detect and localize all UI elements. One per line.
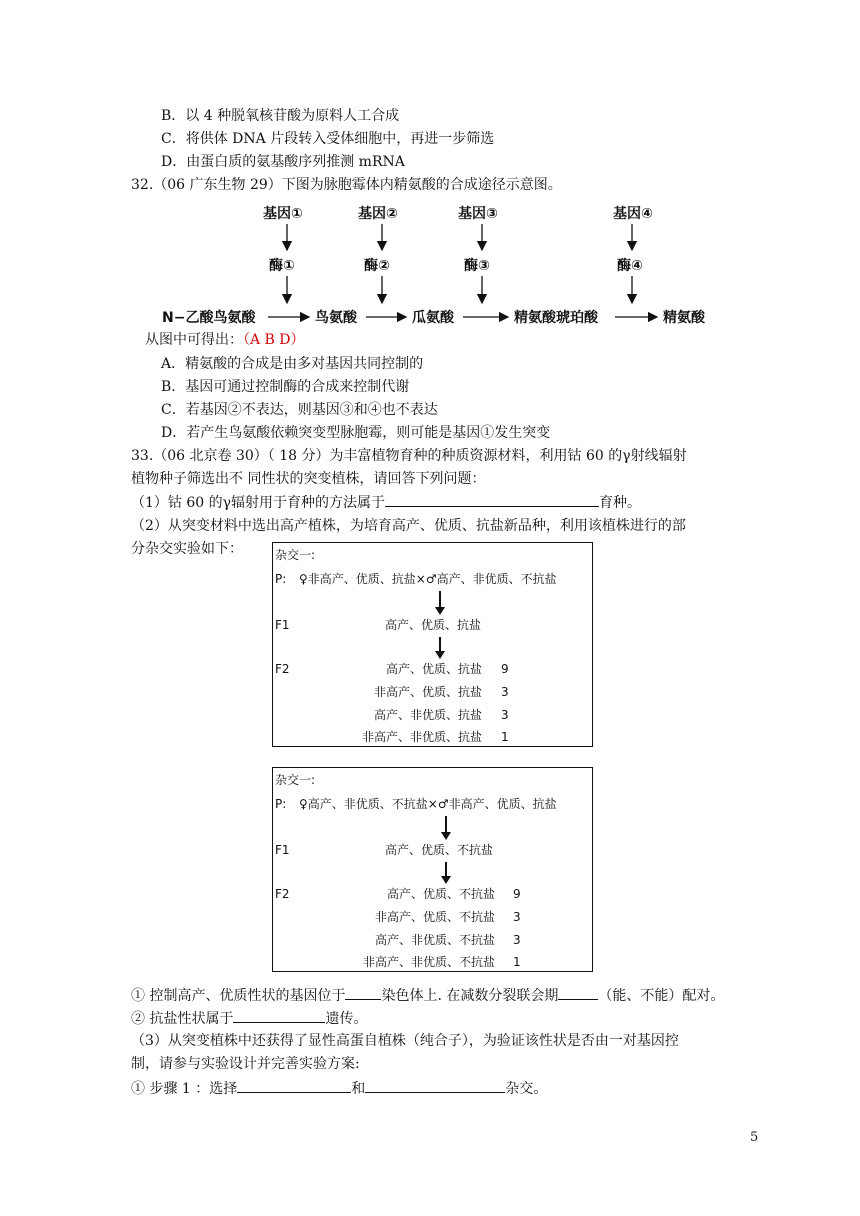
cross-1-f2-pheno: 高产、优质、抗盐 — [385, 662, 482, 676]
cross-1-f1: 高产、优质、抗盐 — [385, 618, 482, 632]
answer-blank-1[interactable] — [385, 492, 599, 507]
cross-2-arrow-f1-f2 — [445, 862, 447, 878]
step1-text: ① 步骤 1 ：选择 — [131, 1081, 238, 1097]
cross-2-p-label: P: — [275, 797, 287, 811]
answer-key: （A B D） — [243, 332, 305, 348]
question-33-part1 — [131, 492, 641, 513]
question-32-stem: 32.（06 广东生物 29）下图为脉胞霉体内精氨酸的合成途径示意图。 — [131, 177, 562, 193]
enzyme-2-label: 酶② — [364, 258, 390, 274]
cross-2-f2-pheno: 非高产、优质、不抗盐 — [374, 910, 495, 924]
cross-1-f2-pheno: 非高产、非优质、抗盐 — [361, 730, 482, 744]
enzyme-1-label: 酶① — [269, 258, 295, 274]
arginine-pathway-diagram — [150, 200, 730, 330]
enzyme-4-label: 酶④ — [617, 258, 643, 274]
gene-2-label: 基因② — [358, 206, 398, 222]
cross-1-f2-count: 9 — [501, 662, 509, 676]
compound-arginine: 精氨酸 — [663, 310, 705, 326]
option-c: C．将供体 DNA 片段转入受体细胞中，再进一步筛选 — [161, 131, 495, 147]
question-33-part3-2: 制，请参与实验设计并完善实验方案: — [131, 1056, 360, 1072]
cross-2-f2-count: 1 — [513, 955, 521, 969]
cross-2-title: 杂交一: — [275, 773, 316, 787]
cross-1-f2-label: F2 — [275, 662, 290, 676]
question-33-part2-1: （2）从突变材料中选出高产植株，为培育高产、优质、抗盐新品种，利用该植株进行的部 — [131, 518, 686, 534]
page-number: 5 — [750, 1130, 759, 1145]
cross-1-f2-count: 3 — [501, 685, 509, 699]
option-b: B．以 4 种脱氧核苷酸为原料人工合成 — [161, 108, 400, 124]
gene-3-label: 基因③ — [458, 206, 498, 222]
compound-argininosuccinate: 精氨酸琥珀酸 — [514, 310, 598, 326]
question-32-lead — [145, 330, 305, 350]
compound-citrulline: 瓜氨酸 — [412, 310, 454, 326]
answer-blank-2[interactable] — [345, 985, 381, 1000]
answer-blank-6[interactable] — [365, 1078, 505, 1093]
part1-suffix: 育种。 — [599, 495, 641, 511]
sub1-text: ① 控制高产、优质性状的基因位于 — [131, 988, 346, 1004]
cross-diagram-1 — [272, 542, 593, 747]
sub2-text: ② 抗盐性状属于 — [131, 1011, 234, 1027]
cross-2-f2-count: 3 — [513, 933, 521, 947]
cross-diagram-2 — [272, 767, 593, 972]
cross-1-parents: ♀非高产、优质、抗盐×♂高产、非优质、不抗盐 — [299, 572, 557, 586]
cross-2-f1-label: F1 — [275, 843, 290, 857]
question-33-part3-1: （3）从突变植株中还获得了显性高蛋自植株（纯合子），为验证该性状是否由一对基因控 — [131, 1033, 679, 1049]
cross-1-title: 杂交一: — [275, 548, 316, 562]
cross-1-p-label: P: — [275, 572, 287, 586]
cross-1-f1-label: F1 — [275, 618, 290, 632]
cross-1-f2-count: 3 — [501, 708, 509, 722]
cross-2-f2-pheno: 非高产、非优质、不抗盐 — [362, 955, 495, 969]
answer-blank-4[interactable] — [233, 1008, 325, 1023]
cross-1-arrow-f1-f2 — [439, 637, 441, 653]
cross-2-f2-count: 3 — [513, 910, 521, 924]
compound-n-acetylornithine: N−乙酸鸟氨酸 — [162, 310, 256, 326]
sub1-text-3: （能、不能）配对。 — [598, 988, 725, 1004]
part1-text: （1）钴 60 的γ辐射用于育种的方法属于 — [131, 495, 385, 511]
cross-2-f2-label: F2 — [275, 887, 290, 901]
cross-2-f2-pheno: 高产、非优质、不抗盐 — [374, 933, 495, 947]
sub2-suffix: 遗传。 — [325, 1011, 368, 1027]
cross-1-arrow-p-f1 — [439, 591, 441, 609]
question-33-stem-1: 33.（06 北京卷 30）（ 18 分）为丰富植物育种的种质资源材料，利用钴 60 的γ射线辐射 — [131, 448, 687, 464]
gene-1-label: 基因① — [263, 206, 303, 222]
gene-4-label: 基因④ — [613, 206, 653, 222]
question-33-part2-2: 分杂交实验如下： — [131, 541, 243, 557]
cross-2-f1: 高产、优质、不抗盐 — [385, 843, 494, 857]
q32-option-d: D．若产生鸟氨酸依赖突变型脉胞霉，则可能是基因①发生突变 — [161, 425, 551, 441]
compound-ornithine: 鸟氨酸 — [315, 310, 357, 326]
sub1-text-2: 染色体上. 在减数分裂联会期 — [381, 988, 559, 1004]
question-33-stem-2: 植物种子筛选出不 同性状的突变植株，请回答下列问题： — [131, 471, 486, 487]
enzyme-3-label: 酶③ — [464, 258, 490, 274]
answer-blank-3[interactable] — [558, 985, 598, 1000]
q32-option-b: B．基因可通过控制酶的合成来控制代谢 — [161, 379, 410, 395]
lead-text: 从图中可得出： — [145, 332, 243, 348]
cross-2-f2-count: 9 — [513, 887, 521, 901]
sub-question-2 — [131, 1008, 367, 1029]
step1-suffix: 杂交。 — [505, 1081, 548, 1097]
cross-2-parents: ♀高产、非优质、不抗盐×♂非高产、优质、抗盐 — [299, 797, 557, 811]
step1-and: 和 — [351, 1081, 366, 1097]
q32-option-a: A．精氨酸的合成是由多对基因共同控制的 — [161, 356, 424, 372]
q32-option-c: C．若基因②不表达，则基因③和④也不表达 — [161, 402, 438, 418]
cross-2-f2-pheno: 高产、优质、不抗盐 — [386, 887, 495, 901]
answer-blank-5[interactable] — [237, 1078, 351, 1093]
option-d: D．由蛋白质的氨基酸序列推测 mRNA — [161, 154, 405, 170]
sub-question-1 — [131, 985, 724, 1006]
cross-1-f2-count: 1 — [501, 730, 509, 744]
step-1 — [131, 1078, 547, 1099]
cross-1-f2-pheno: 高产、非优质、抗盐 — [373, 708, 482, 722]
cross-1-f2-pheno: 非高产、优质、抗盐 — [373, 685, 482, 699]
cross-2-arrow-p-f1 — [445, 816, 447, 834]
